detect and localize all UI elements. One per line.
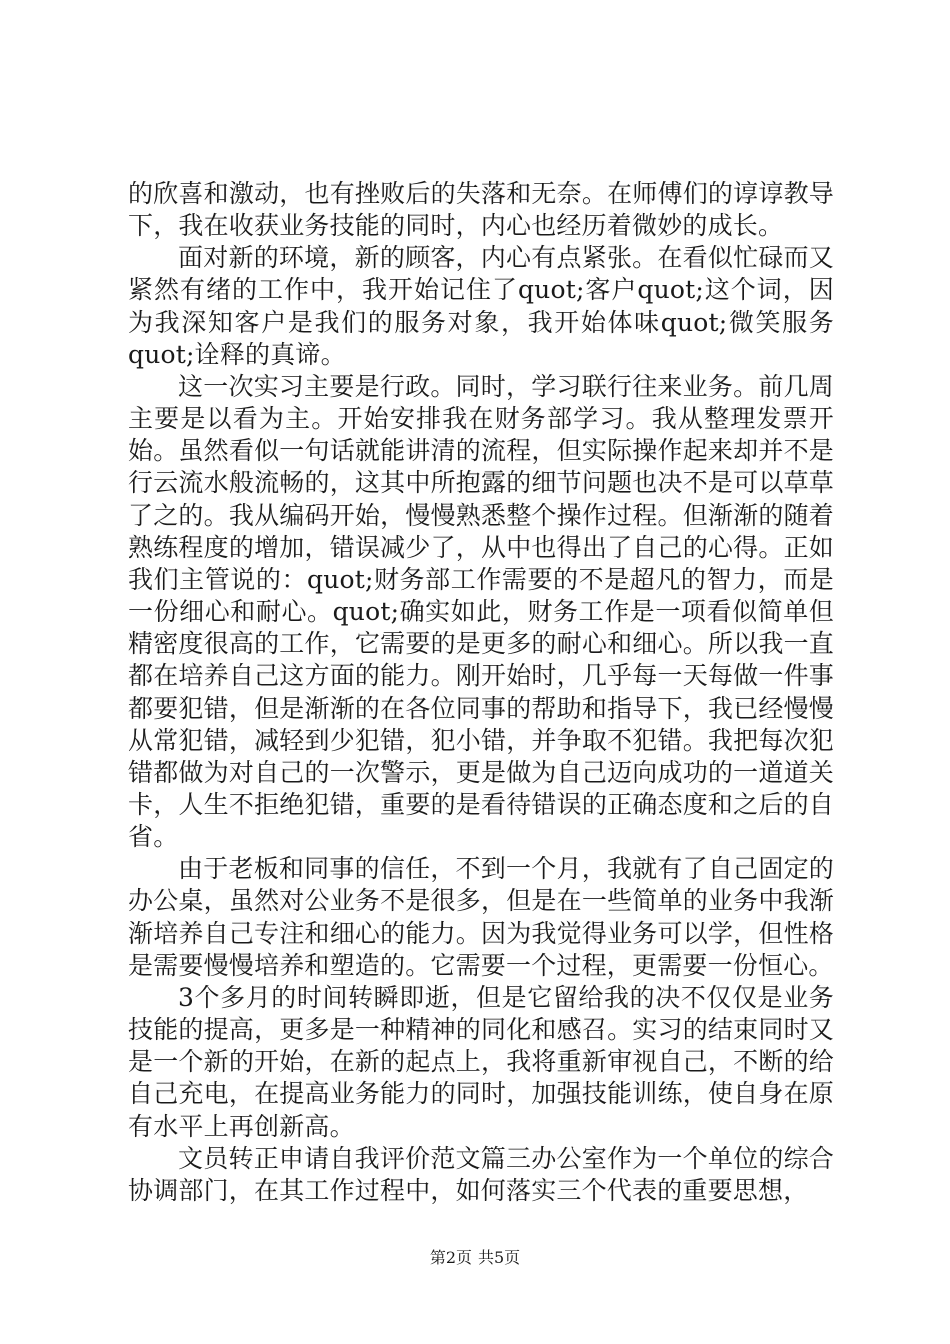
page-number: 第2页 — [429, 1248, 472, 1267]
page-total: 共5页 — [478, 1248, 521, 1267]
paragraph-4: 由于老板和同事的信任，不到一个月，我就有了自己固定的办公桌，虽然对公业务不是很多，但是在一些简单的业务中我渐渐培养自己专注和细心的能力。因为我觉得业务可以学，但性格是需要慢慢培养和塑造的。它需要一个过程，更需要一份恒心。 — [128, 854, 834, 980]
paragraph-6: 文员转正申请自我评价范文篇三办公室作为一个单位的综合协调部门，在其工作过程中，如何落实三个代表的重要思想， — [128, 1143, 834, 1205]
paragraph-2: 面对新的环境，新的顾客，内心有点紧张。在看似忙碌而又紧然有绪的工作中，我开始记住了quot;客户quot;这个词，因为我深知客户是我们的服务对象，我开始体味quot;微笑服务quot;诠释的真谛。 — [128, 243, 834, 369]
paragraph-3: 这一次实习主要是行政。同时，学习联行往来业务。前几周主要是以看为主。开始安排我在财务部学习。我从整理发票开始。虽然看似一句话就能讲清的流程，但实际操作起来却并不是行云流水般流畅的，这其中所抱露的细节问题也决不是可以草草了之的。我从编码开始，慢慢熟悉整个操作过程。但渐渐的随着熟练程度的增加，错误减少了，从中也得出了自己的心得。正如我们主管说的：quot;财务部工作需要的不是超凡的智力，而是一份细心和耐心。quot;确实如此，财务工作是一项看似简单但精密度很高的工作，它需要的是更多的耐心和细心。所以我一直都在培养自己这方面的能力。刚开始时，几乎每一天每做一件事都要犯错，但是渐渐的在各位同事的帮助和指导下，我已经慢慢从常犯错，减轻到少犯错，犯小错，并争取不犯错。我把每次犯错都做为对自己的一次警示，更是做为自己迈向成功的一道道关卡，人生不拒绝犯错，重要的是看待错误的正确态度和之后的自省。 — [128, 371, 834, 852]
page-footer — [0, 1245, 950, 1268]
paragraph-1: 的欣喜和激动，也有挫败后的失落和无奈。在师傅们的谆谆教导下，我在收获业务技能的同时，内心也经历着微妙的成长。 — [128, 179, 834, 241]
paragraph-5: 3个多月的时间转瞬即逝，但是它留给我的决不仅仅是业务技能的提高，更多是一种精神的同化和感召。实习的结束同时又是一个新的开始，在新的起点上，我将重新审视自己，不断的给自己充电，在提高业务能力的同时，加强技能训练，使自身在原有水平上再创新高。 — [128, 982, 834, 1141]
document-body — [128, 178, 834, 1207]
